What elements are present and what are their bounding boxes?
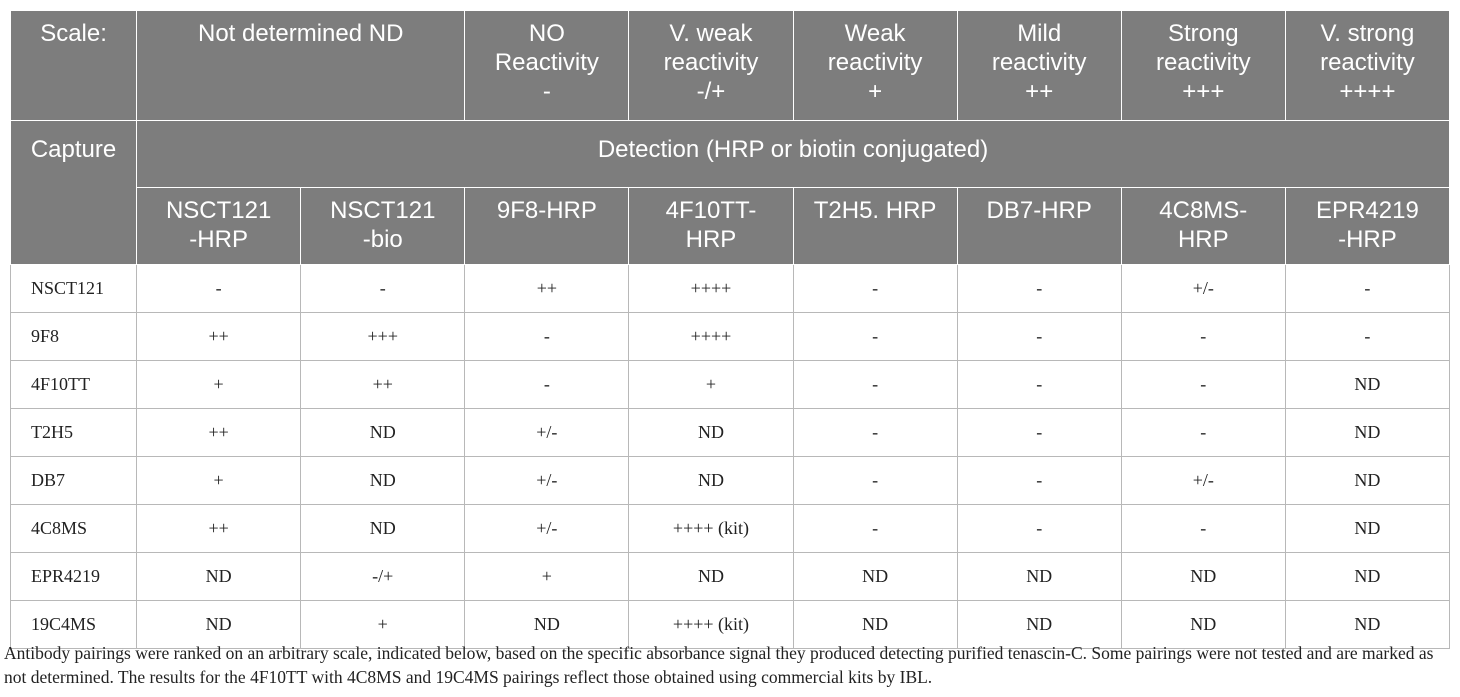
reactivity-cell: - xyxy=(957,313,1121,361)
reactivity-cell: ND xyxy=(1285,361,1449,409)
capture-antibody: 4C8MS xyxy=(11,505,137,553)
reactivity-cell: - xyxy=(465,313,629,361)
capture-antibody: NSCT121 xyxy=(11,265,137,313)
scale-level: Not determined ND xyxy=(137,11,465,121)
table-row xyxy=(11,505,1450,553)
reactivity-cell: ND xyxy=(301,505,465,553)
reactivity-cell: ++ xyxy=(465,265,629,313)
reactivity-cell: ND xyxy=(629,409,793,457)
reactivity-cell: - xyxy=(301,265,465,313)
reactivity-cell: ++++ xyxy=(629,265,793,313)
reactivity-cell: - xyxy=(793,409,957,457)
reactivity-cell: + xyxy=(137,457,301,505)
reactivity-cell: +/- xyxy=(1121,457,1285,505)
reactivity-cell: ND xyxy=(465,601,629,649)
reactivity-cell: +/- xyxy=(1121,265,1285,313)
reactivity-cell: ND xyxy=(1285,409,1449,457)
reactivity-cell: ND xyxy=(957,601,1121,649)
reactivity-cell: ++ xyxy=(137,409,301,457)
capture-antibody: 9F8 xyxy=(11,313,137,361)
reactivity-cell: ND xyxy=(1285,505,1449,553)
table-footnote: Antibody pairings were ranked on an arbitrary scale, indicated below, based on the specific absorbance signal they produced detecting purified tenascin-C. Some pairings were not tested and are marked as not determined. The results for the 4F10TT with 4C8MS and 19C4MS pairings reflect those obtained using commercial kits by IBL. xyxy=(4,643,1434,687)
capture-antibody: EPR4219 xyxy=(11,553,137,601)
reactivity-cell: ND xyxy=(957,553,1121,601)
scale-level: Weak reactivity + xyxy=(793,11,957,121)
reactivity-cell: - xyxy=(793,313,957,361)
reactivity-cell: ++++ (kit) xyxy=(629,601,793,649)
detection-antibody: NSCT121 -bio xyxy=(301,188,465,265)
reactivity-cell: ND xyxy=(629,457,793,505)
reactivity-cell: ND xyxy=(1285,601,1449,649)
reactivity-cell: ++++ (kit) xyxy=(629,505,793,553)
detection-antibodies-row xyxy=(11,188,1450,265)
reactivity-cell: - xyxy=(1121,313,1285,361)
detection-antibody: 4F10TT- HRP xyxy=(629,188,793,265)
reactivity-cell: ND xyxy=(1121,601,1285,649)
reactivity-cell: +++ xyxy=(301,313,465,361)
reactivity-cell: ND xyxy=(1285,553,1449,601)
reactivity-cell: - xyxy=(793,457,957,505)
detection-antibody: DB7-HRP xyxy=(957,188,1121,265)
capture-antibody: 19C4MS xyxy=(11,601,137,649)
scale-level: NO Reactivity - xyxy=(465,11,629,121)
scale-level: Strong reactivity +++ xyxy=(1121,11,1285,121)
reactivity-cell: ++ xyxy=(137,505,301,553)
scale-level: V. strong reactivity ++++ xyxy=(1285,11,1449,121)
scale-label: Scale: xyxy=(11,11,137,121)
reactivity-cell: +/- xyxy=(465,409,629,457)
table-row xyxy=(11,265,1450,313)
table-row xyxy=(11,361,1450,409)
reactivity-cell: ND xyxy=(629,553,793,601)
detection-row xyxy=(11,121,1450,188)
reactivity-cell: +/- xyxy=(465,505,629,553)
reactivity-cell: + xyxy=(465,553,629,601)
detection-label: Detection (HRP or biotin conjugated) xyxy=(137,121,1450,188)
reactivity-cell: - xyxy=(957,505,1121,553)
reactivity-table xyxy=(10,10,1450,649)
reactivity-cell: - xyxy=(957,265,1121,313)
reactivity-cell: - xyxy=(957,361,1121,409)
reactivity-cell: -/+ xyxy=(301,553,465,601)
detection-antibody: EPR4219 -HRP xyxy=(1285,188,1449,265)
reactivity-cell: ND xyxy=(1285,457,1449,505)
reactivity-cell: +/- xyxy=(465,457,629,505)
reactivity-cell: - xyxy=(1121,361,1285,409)
reactivity-cell: ++ xyxy=(301,361,465,409)
reactivity-cell: - xyxy=(793,265,957,313)
reactivity-cell: ND xyxy=(1121,553,1285,601)
reactivity-cell: - xyxy=(793,361,957,409)
reactivity-cell: ++++ xyxy=(629,313,793,361)
reactivity-cell: - xyxy=(1121,409,1285,457)
detection-antibody: 9F8-HRP xyxy=(465,188,629,265)
capture-antibody: T2H5 xyxy=(11,409,137,457)
table-body xyxy=(11,265,1450,649)
detection-antibody: NSCT121 -HRP xyxy=(137,188,301,265)
scale-level: V. weak reactivity -/+ xyxy=(629,11,793,121)
reactivity-cell: ++ xyxy=(137,313,301,361)
reactivity-cell: ND xyxy=(793,601,957,649)
reactivity-cell: + xyxy=(137,361,301,409)
reactivity-cell: - xyxy=(793,505,957,553)
reactivity-cell: ND xyxy=(301,457,465,505)
detection-antibody: 4C8MS- HRP xyxy=(1121,188,1285,265)
reactivity-cell: ND xyxy=(793,553,957,601)
reactivity-cell: - xyxy=(137,265,301,313)
reactivity-cell: + xyxy=(629,361,793,409)
reactivity-cell: - xyxy=(957,409,1121,457)
reactivity-cell: - xyxy=(1285,313,1449,361)
reactivity-cell: - xyxy=(1285,265,1449,313)
capture-antibody: 4F10TT xyxy=(11,361,137,409)
reactivity-cell: - xyxy=(465,361,629,409)
scale-row xyxy=(11,11,1450,121)
table-row xyxy=(11,313,1450,361)
table-header xyxy=(11,11,1450,265)
reactivity-cell: - xyxy=(1121,505,1285,553)
capture-antibody: DB7 xyxy=(11,457,137,505)
reactivity-cell: - xyxy=(957,457,1121,505)
table-row xyxy=(11,409,1450,457)
reactivity-cell: + xyxy=(301,601,465,649)
table-row xyxy=(11,457,1450,505)
capture-label: Capture xyxy=(11,121,137,265)
reactivity-cell: ND xyxy=(137,553,301,601)
reactivity-cell: ND xyxy=(301,409,465,457)
detection-antibody: T2H5. HRP xyxy=(793,188,957,265)
table-row xyxy=(11,553,1450,601)
reactivity-cell: ND xyxy=(137,601,301,649)
scale-level: Mild reactivity ++ xyxy=(957,11,1121,121)
